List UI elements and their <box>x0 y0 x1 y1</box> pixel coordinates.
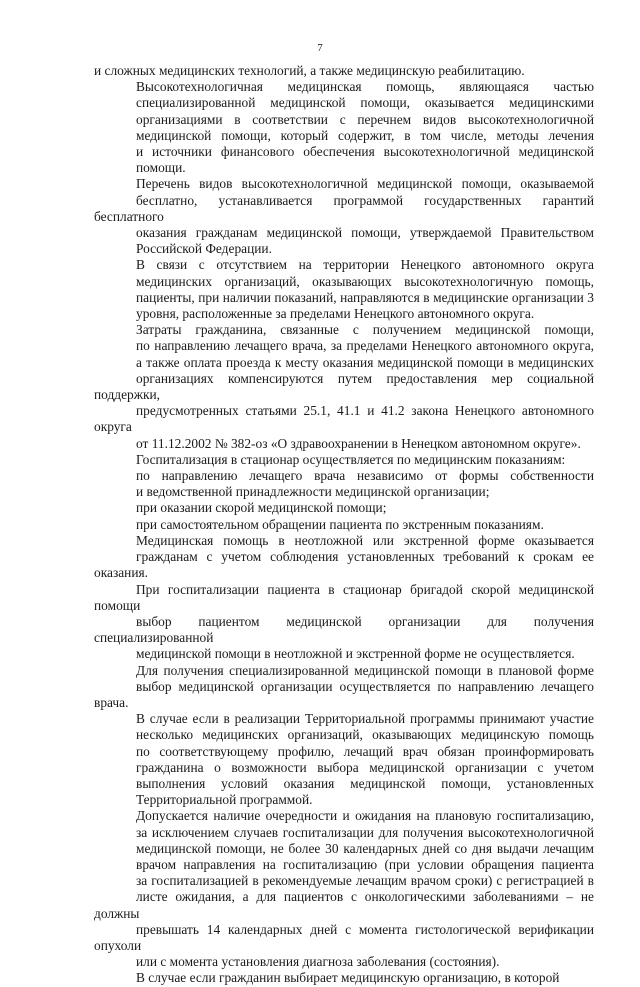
paragraph <box>94 517 594 533</box>
text-line: В случае если гражданин выбирает медицинскую организацию, в которой <box>136 970 560 986</box>
paragraph <box>94 970 594 986</box>
paragraph <box>94 176 594 257</box>
text-line: предусмотренных статьями 25.1, 41.1 и 41.2 закона Ненецкого автономного округа <box>94 403 594 435</box>
text-line: специализированной медицинской помощи, оказывается медицинскими <box>136 95 594 111</box>
text-line: уровня, расположенные за пределами Ненецкого автономного округа. <box>136 306 535 322</box>
text-line: по направлению лечащего врача, за пределами Ненецкого автономного округа, <box>136 338 594 354</box>
text-line: Российской Федерации. <box>136 241 272 257</box>
text-line: гражданина о возможности выбора медицинской организации с учетом <box>136 759 594 775</box>
paragraph <box>94 79 594 176</box>
text-line: медицинской помощи, который содержит, в том числе, методы лечения <box>136 127 594 143</box>
document-body <box>94 63 594 987</box>
page-number: 7 <box>317 42 323 54</box>
paragraph <box>94 322 594 452</box>
text-line: по соответствующему профилю, лечащий врач обязан проинформировать <box>136 743 594 759</box>
text-line: Высокотехнологичная медицинская помощь, являющаяся частью <box>136 79 594 95</box>
text-line: и ведомственной принадлежности медицинской организации; <box>136 484 490 500</box>
text-line: При госпитализации пациента в стационар бригадой скорой медицинской помощи <box>94 581 594 613</box>
text-line: а также оплата проезда к месту оказания медицинской помощи в медицинских <box>136 354 594 370</box>
text-line: выполнения условий оказания медицинской помощи, установленных <box>136 775 594 791</box>
paragraph <box>94 63 594 79</box>
text-line: медицинской помощи в неотложной и экстренной форме не осуществляется. <box>136 646 575 662</box>
paragraph <box>94 500 594 516</box>
paragraph <box>94 663 594 809</box>
text-line: Перечень видов высокотехнологичной медицинской помощи, оказываемой <box>136 176 594 192</box>
text-line: организациях компенсируются путем предоставления мер социальной поддержки, <box>94 370 594 403</box>
text-line: по направлению лечащего врача независимо от формы собственности <box>136 468 594 484</box>
paragraph <box>94 257 594 322</box>
text-line: Медицинская помощь в неотложной или экстренной форме оказывается <box>136 532 594 548</box>
text-line: Для получения специализированной медицинской помощи в плановой форме <box>136 662 594 678</box>
text-line: гражданам с учетом соблюдения установленных требований к срокам ее оказания. <box>94 549 594 581</box>
text-line: оказания гражданам медицинской помощи, утверждаемой Правительством <box>136 225 594 241</box>
text-line: несколько медицинских организаций, оказывающих медицинскую помощь <box>136 727 594 743</box>
text-line: или с момента установления диагноза заболевания (состояния). <box>136 954 500 970</box>
text-line: Госпитализация в стационар осуществляется по медицинским показаниям: <box>136 451 566 467</box>
text-line: пациенты, при наличии показаний, направляются в медицинские организации 3 <box>136 289 594 305</box>
text-line: Территориальной программой. <box>136 792 313 808</box>
text-line: выбор медицинской организации осуществляется по направлению лечащего врача. <box>94 678 594 710</box>
text-line: врачом направления на госпитализацию (при условии обращения пациента <box>136 856 594 872</box>
text-line: организациями в соответствии с перечнем видов высокотехнологичной <box>136 111 594 127</box>
text-line: медицинских организаций, оказывающих высокотехнологичную помощь, <box>136 273 594 289</box>
text-line: за исключением случаев госпитализации для получения высокотехнологичной <box>136 824 594 840</box>
text-line: медицинской помощи, не более 30 календарных дней со дня выдачи лечащим <box>136 840 594 856</box>
text-line: при оказании скорой медицинской помощи; <box>136 500 387 516</box>
paragraph <box>94 468 594 500</box>
text-line: при самостоятельном обращении пациента по экстренным показаниям. <box>136 516 544 532</box>
paragraph <box>94 452 594 468</box>
text-line: за госпитализацией в рекомендуемые лечащим врачом сроки) с регистрацией в <box>136 873 594 889</box>
text-line: помощи. <box>136 160 186 176</box>
text-line: выбор пациентом медицинской организации для получения специализированной <box>94 613 594 646</box>
text-line: Затраты гражданина, связанные с получением медицинской помощи, <box>136 322 594 338</box>
text-line: и сложных медицинских технологий, а также медицинскую реабилитацию. <box>94 63 525 78</box>
text-line: листе ожидания, а для пациентов с онкологическими заболеваниями – не должны <box>94 889 594 921</box>
text-line: бесплатно, устанавливается программой государственных гарантий бесплатного <box>94 192 594 224</box>
paragraph <box>94 533 594 663</box>
text-line: и источники финансового обеспечения высокотехнологичной медицинской <box>136 144 594 160</box>
paragraph <box>94 808 594 970</box>
text-line: от 11.12.2002 № 382-оз «О здравоохранении в Ненецком автономном округе». <box>136 435 581 451</box>
text-line: превышать 14 календарных дней с момента гистологической верификации опухоли <box>94 921 594 953</box>
text-line: В случае если в реализации Территориальной программы принимают участие <box>136 711 594 727</box>
text-line: В связи с отсутствием на территории Ненецкого автономного округа <box>136 257 594 273</box>
text-line: Допускается наличие очередности и ожидания на плановую госпитализацию, <box>136 808 594 824</box>
